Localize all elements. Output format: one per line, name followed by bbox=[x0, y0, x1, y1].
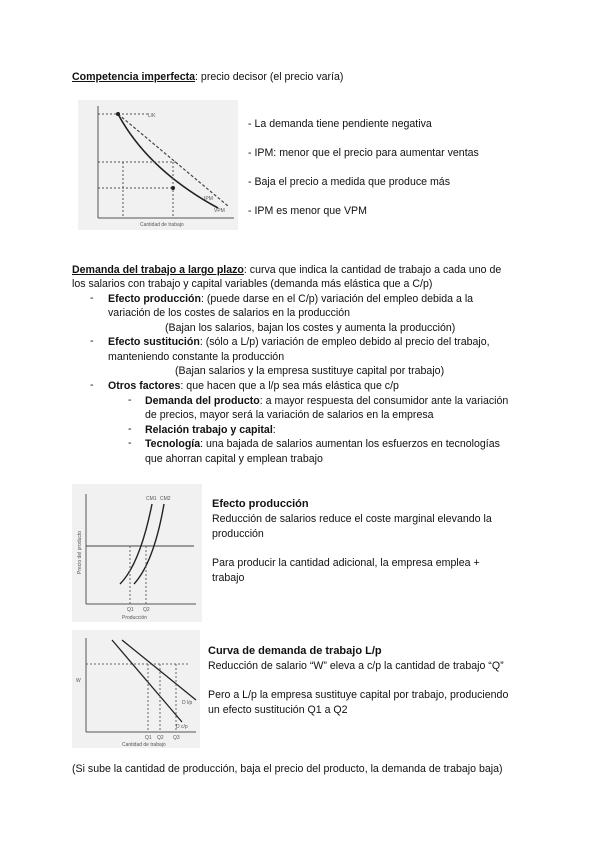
list-dash: - bbox=[90, 292, 94, 304]
fig1-label-ipm: IPM bbox=[204, 196, 213, 202]
tecnologia-rest: : una bajada de salarios aumentan los esfuerzos en tecnologías bbox=[200, 438, 500, 450]
otros-factores-rest: : que hacen que a l/p sea más elástica que c/p bbox=[180, 380, 399, 392]
fig3-curve-label: D l/p bbox=[182, 700, 193, 706]
otros-factores-label: Otros factores bbox=[108, 380, 181, 392]
tecnologia-label: Tecnología bbox=[145, 438, 201, 450]
fig2-curve-label: CM1 bbox=[146, 496, 157, 502]
fig2-y-label: Precio del producto bbox=[77, 530, 83, 574]
section2-title-rest: : curva que indica la cantidad de trabajo a cada uno de bbox=[243, 264, 502, 276]
section1-bullet: - Baja el precio a medida que produce más bbox=[248, 176, 450, 188]
fig3-y-label: W bbox=[76, 678, 81, 684]
efecto-produccion-line2: variación de los costes de salarios en la producción bbox=[108, 307, 351, 319]
section2-heading bbox=[72, 263, 501, 278]
list-dash: - bbox=[128, 394, 132, 406]
fig3-curve-label: D c/p bbox=[176, 724, 188, 730]
fig1-label-lk: L/K bbox=[148, 113, 156, 119]
efecto-produccion-label: Efecto producción bbox=[108, 293, 201, 305]
relacion-trabajo-capital-label: Relación trabajo y capital bbox=[145, 424, 273, 436]
fig1-x-label: Cantidad de trabajo bbox=[140, 222, 184, 228]
footer-note: (Si sube la cantidad de producción, baja el precio del producto, la demanda de trabajo baja) bbox=[72, 763, 503, 775]
section1-bullet: - IPM es menor que VPM bbox=[248, 205, 367, 217]
list-dash: - bbox=[128, 423, 132, 435]
section2-line2: los salarios con trabajo y capital variables (demanda más elástica que a C/p) bbox=[72, 278, 433, 290]
section3-line3: Para producir la cantidad adicional, la empresa emplea + bbox=[212, 557, 480, 569]
figure-efecto-produccion bbox=[72, 484, 202, 622]
efecto-produccion-note: (Bajan los salarios, bajan los costes y aumenta la producción) bbox=[165, 322, 456, 334]
fig2-x-tick: Q1 bbox=[127, 607, 134, 613]
section4-line1: Reducción de salario “W” eleva a c/p la cantidad de trabajo “Q” bbox=[208, 660, 504, 672]
section3-line4: trabajo bbox=[212, 572, 245, 584]
otros-factores-line bbox=[108, 379, 399, 394]
relacion-trabajo-capital bbox=[145, 423, 276, 438]
relacion-trabajo-capital-rest: : bbox=[272, 424, 276, 436]
efecto-produccion-rest: : (puede darse en el C/p) variación del empleo debida a la bbox=[201, 293, 474, 305]
demanda-producto-label: Demanda del producto bbox=[145, 395, 260, 407]
tecnologia-line1 bbox=[145, 437, 500, 452]
section3-line2: producción bbox=[212, 528, 264, 540]
figure-imperfect-competition bbox=[78, 100, 238, 230]
list-dash: - bbox=[90, 335, 94, 347]
figure-demanda-lp bbox=[72, 630, 200, 748]
list-dash: - bbox=[90, 379, 94, 391]
fig3-x-tick: Q3 bbox=[173, 735, 180, 741]
efecto-sustitucion-label: Efecto sustitución bbox=[108, 336, 200, 348]
efecto-sustitucion-rest: : (sólo a L/p) variación de empleo debido al precio del trabajo, bbox=[199, 336, 490, 348]
demanda-producto-line2: de precios, mayor será la variación de salarios en la empresa bbox=[145, 409, 434, 421]
fig2-x-label: Producción bbox=[122, 615, 148, 621]
demanda-producto-line1 bbox=[145, 394, 508, 409]
fig1-label-vpm: VPM bbox=[214, 208, 225, 214]
section1-title: Competencia imperfecta bbox=[72, 71, 196, 83]
efecto-sustitucion-line1 bbox=[108, 335, 490, 350]
section1-bullet: - La demanda tiene pendiente negativa bbox=[248, 118, 432, 130]
efecto-sustitucion-note: (Bajan salarios y la empresa sustituye capital por trabajo) bbox=[175, 365, 445, 377]
fig2-curve-label: CM2 bbox=[160, 496, 171, 502]
tecnologia-line2: que ahorran capital y emplean trabajo bbox=[145, 453, 323, 465]
fig3-x-label: Cantidad de trabajo bbox=[122, 742, 166, 748]
section1-heading bbox=[72, 70, 343, 85]
fig3-x-tick: Q1 bbox=[145, 735, 152, 741]
section3-title: Efecto producción bbox=[212, 498, 309, 510]
section4-title: Curva de demanda de trabajo L/p bbox=[208, 645, 382, 657]
demanda-producto-rest: : a mayor respuesta del consumidor ante la variación bbox=[259, 395, 509, 407]
list-dash: - bbox=[128, 437, 132, 449]
fig3-x-tick: Q2 bbox=[157, 735, 164, 741]
section3-line1: Reducción de salarios reduce el coste marginal elevando la bbox=[212, 513, 492, 525]
efecto-produccion-line1 bbox=[108, 292, 473, 307]
section1-bullet: - IPM: menor que el precio para aumentar ventas bbox=[248, 147, 479, 159]
efecto-sustitucion-line2: manteniendo constante la producción bbox=[108, 351, 285, 363]
section4-line3: un efecto sustitución Q1 a Q2 bbox=[208, 704, 348, 716]
fig2-x-tick: Q2 bbox=[143, 607, 150, 613]
section2-title: Demanda del trabajo a largo plazo bbox=[72, 264, 244, 276]
section1-title-rest: : precio decisor (el precio varía) bbox=[195, 71, 344, 83]
section4-line2: Pero a L/p la empresa sustituye capital por trabajo, produciendo bbox=[208, 689, 509, 701]
